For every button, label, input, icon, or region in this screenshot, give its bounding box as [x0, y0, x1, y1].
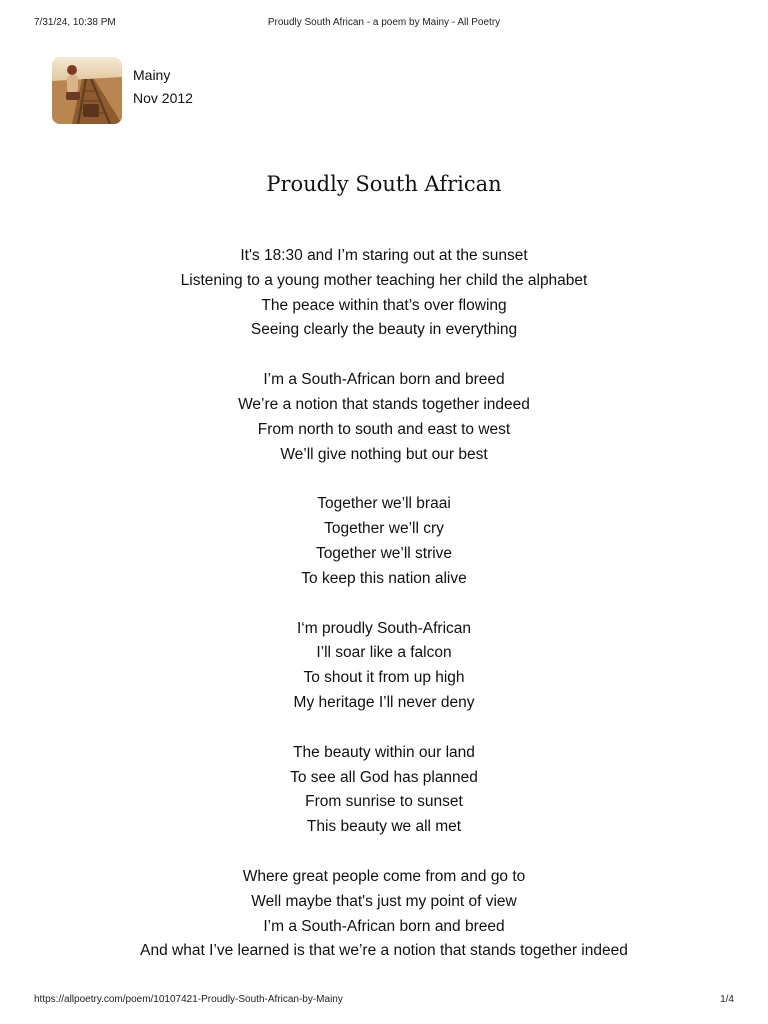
- poem-line: This beauty we all met: [306, 818, 462, 836]
- stanza: [0, 368, 768, 467]
- avatar-photo-icon: [52, 57, 122, 124]
- page-url-link[interactable]: https://allpoetry.com/poem/10107421-Proudly-South-African-by-Mainy: [34, 994, 343, 1005]
- poem-line: From sunrise to sunset: [305, 793, 463, 811]
- stanza: [0, 617, 768, 716]
- poem-line: Together we’ll braai: [317, 495, 451, 513]
- poem-body: [0, 244, 768, 989]
- poem-line: Well maybe that's just my point of view: [251, 892, 517, 910]
- poem-line: To see all God has planned: [290, 768, 478, 786]
- poem-title: Proudly South African: [266, 172, 502, 196]
- print-header: [34, 17, 734, 31]
- poem-line: I‘m proudly South-African: [296, 619, 472, 637]
- poem-line: Listening to a young mother teaching her child the alphabet: [180, 271, 588, 289]
- poem-line: The beauty within our land: [293, 743, 475, 761]
- poem-line: My heritage I’ll never deny: [293, 693, 475, 711]
- poem-line: We’re a notion that stands together indeed: [238, 395, 530, 413]
- stanza: [0, 741, 768, 840]
- poem-line: From north to south and east to west: [257, 420, 511, 438]
- poem-line: Seeing clearly the beauty in everything: [250, 321, 518, 339]
- poem-line: We’ll give nothing but our best: [280, 445, 488, 463]
- poem-line: I’ll soar like a falcon: [316, 644, 452, 662]
- stanza: [0, 492, 768, 591]
- poem-line: Together we’ll cry: [324, 520, 444, 538]
- print-footer: [34, 994, 734, 1008]
- poem-line: I’m a South-African born and breed: [263, 371, 505, 389]
- poem-line: The peace within that’s over flowing: [261, 296, 507, 314]
- stanza: [0, 865, 768, 964]
- stanza: [0, 244, 768, 343]
- page-number: 1/4: [720, 994, 734, 1005]
- print-timestamp: 7/31/24, 10:38 PM: [34, 17, 116, 28]
- poem-line: To shout it from up high: [303, 669, 465, 687]
- poem-line: It's 18:30 and I’m staring out at the sunset: [240, 247, 528, 264]
- poem-line: Together we’ll strive: [315, 544, 453, 562]
- author-name-link[interactable]: Mainy: [133, 67, 171, 83]
- poem-line: To keep this nation alive: [301, 569, 467, 587]
- poem-line: Where great people come from and go to: [242, 867, 526, 885]
- author-avatar[interactable]: [52, 57, 122, 124]
- print-page-title: Proudly South African - a poem by Mainy - All Poetry: [267, 17, 501, 28]
- poem-line: I’m a South-African born and breed: [263, 917, 505, 935]
- poem-line: And what I’ve learned is that we’re a notion that stands together indeed: [140, 942, 628, 960]
- author-date: Nov 2012: [133, 90, 193, 106]
